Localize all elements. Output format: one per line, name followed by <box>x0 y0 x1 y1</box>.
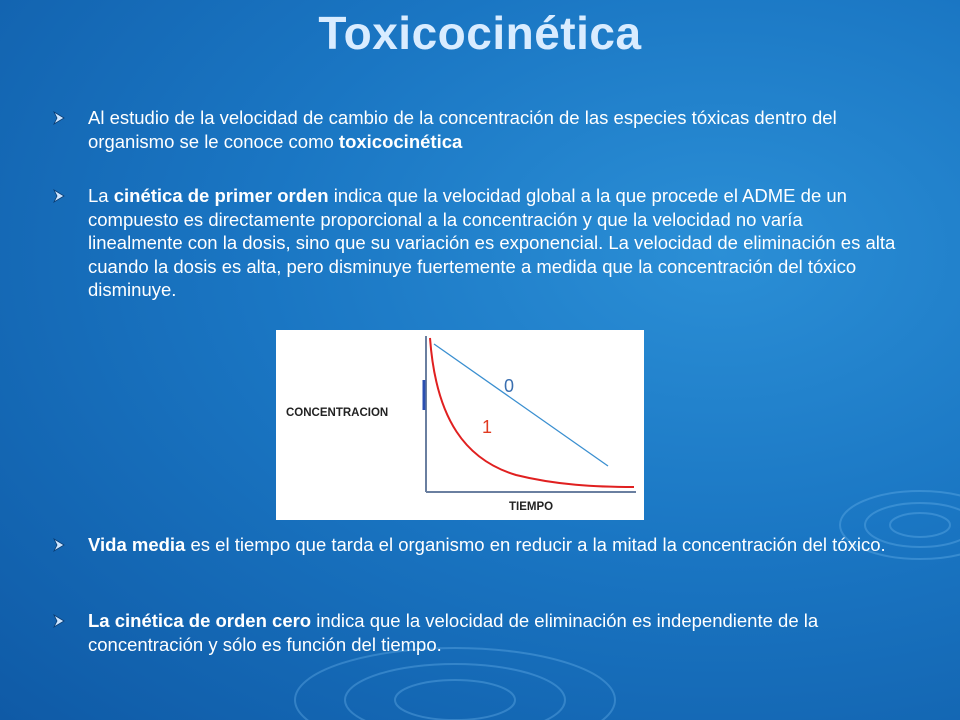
bullet-vida-media <box>52 533 902 557</box>
zero-order-label: 0 <box>504 376 515 396</box>
bullet-text-bold: toxicocinética <box>338 130 463 152</box>
bullet-toxicocinetica <box>52 106 902 153</box>
bullet-text-post: indica que la velocidad de eliminación es independiente de la concentración y sólo es función del tiempo. <box>88 610 819 655</box>
bullet-text <box>88 609 902 656</box>
kinetics-diagram <box>276 330 644 520</box>
bullet-text-bold: La cinética de orden cero <box>88 610 312 631</box>
bullet-text-pre: La <box>88 185 114 206</box>
bullet-text-pre: Al estudio de la velocidad de cambio de la concentración de las especies tóxicas dentro del organismo se le conoce como <box>88 107 837 152</box>
bullet-text <box>88 106 902 153</box>
bullet-text <box>88 533 902 557</box>
x-axis-label: TIEMPO <box>509 501 554 513</box>
arrow-bullet-icon <box>52 111 66 125</box>
bullet-primer-orden <box>52 184 902 302</box>
y-axis-label: CONCENTRACION <box>286 407 389 419</box>
bullet-text-bold: Vida media <box>88 534 186 555</box>
bullet-text-bold: cinética de primer orden <box>113 185 329 206</box>
bullet-text <box>88 184 902 302</box>
arrow-bullet-icon <box>52 538 66 552</box>
arrow-bullet-icon <box>52 614 66 628</box>
bullet-orden-cero <box>52 609 902 656</box>
zero-order-line <box>434 344 608 466</box>
bullet-text-post: es el tiempo que tarda el organismo en reducir a la mitad la concentración del tóxico. <box>185 534 886 555</box>
arrow-bullet-icon <box>52 189 66 203</box>
slide-title: Toxicocinética <box>318 7 642 59</box>
first-order-label: 1 <box>482 417 493 437</box>
bullet-text-post: indica que la velocidad global a la que procede el ADME de un compuesto es directamente proporcional a la concentración y que la velocidad no varía linealmente con la dosis, sino que su variación es exponencial. La velocidad de eliminación es alta cuando la dosis es alta, pero disminuye fuertemente a medida que la concentración del tóxico disminuye. <box>88 185 896 300</box>
